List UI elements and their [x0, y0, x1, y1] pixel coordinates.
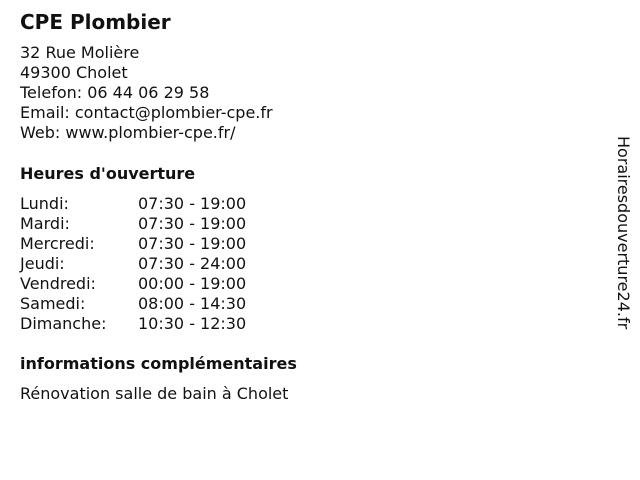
- hours-day: Mardi:: [20, 214, 70, 233]
- opening-hours-table: [20, 194, 246, 334]
- phone-number: Telefon: 06 44 06 29 58: [20, 83, 210, 102]
- hours-time: 07:30 - 19:00: [138, 214, 247, 233]
- hours-row-friday: [20, 274, 246, 294]
- hours-time: 08:00 - 14:30: [138, 294, 247, 313]
- hours-time: 07:30 - 24:00: [138, 254, 247, 273]
- hours-row-wednesday: [20, 234, 246, 254]
- additional-info-heading: informations complémentaires: [20, 354, 297, 373]
- contact-block: [20, 43, 273, 143]
- street-address: 32 Rue Molière: [20, 43, 140, 62]
- additional-info-text: Rénovation salle de bain à Cholet: [20, 384, 289, 403]
- hours-row-sunday: [20, 314, 246, 334]
- hours-time: 07:30 - 19:00: [138, 234, 247, 253]
- business-name: CPE Plombier: [20, 10, 171, 34]
- hours-day: Dimanche:: [20, 314, 107, 333]
- hours-day: Samedi:: [20, 294, 86, 313]
- site-brand-vertical: Horairesdouverture24.fr: [614, 136, 633, 330]
- website-address: Web: www.plombier-cpe.fr/: [20, 123, 236, 142]
- hours-row-thursday: [20, 254, 246, 274]
- email-address: Email: contact@plombier-cpe.fr: [20, 103, 273, 122]
- hours-time: 10:30 - 12:30: [138, 314, 247, 333]
- hours-day: Lundi:: [20, 194, 69, 213]
- hours-row-saturday: [20, 294, 246, 314]
- hours-row-monday: [20, 194, 246, 214]
- hours-day: Vendredi:: [20, 274, 96, 293]
- hours-time: 07:30 - 19:00: [138, 194, 247, 213]
- hours-day: Jeudi:: [20, 254, 65, 273]
- hours-day: Mercredi:: [20, 234, 95, 253]
- city-postcode: 49300 Cholet: [20, 63, 128, 82]
- opening-hours-heading: Heures d'ouverture: [20, 164, 196, 183]
- hours-time: 00:00 - 19:00: [138, 274, 247, 293]
- hours-row-tuesday: [20, 214, 246, 234]
